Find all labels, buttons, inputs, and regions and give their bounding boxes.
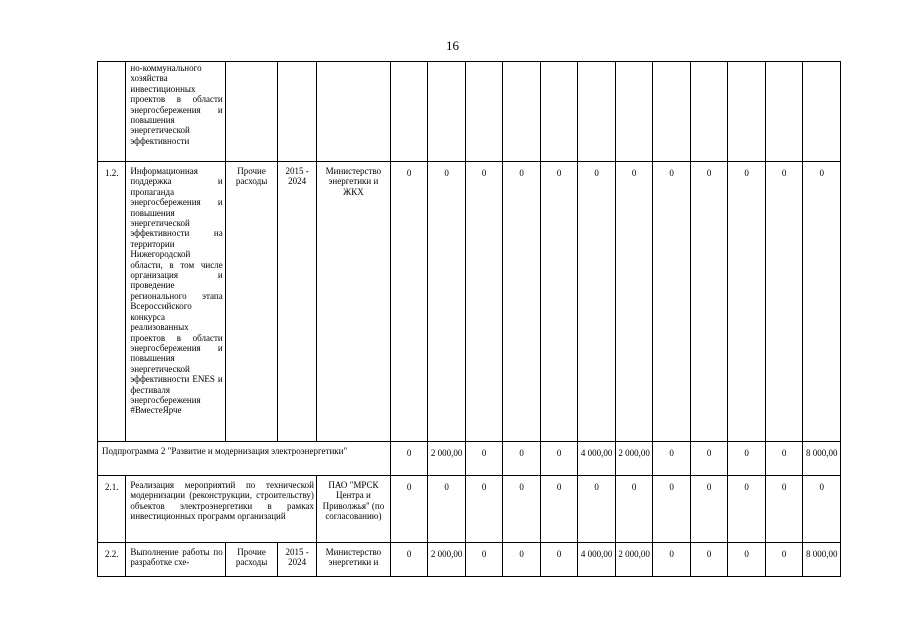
value-cell: 0	[690, 442, 728, 476]
value-cell: 0	[615, 162, 653, 442]
value-cell: 0	[465, 476, 503, 543]
value-cell: 0	[803, 476, 841, 543]
value-cell: 8 000,00	[803, 543, 841, 577]
measure-name: Информационная поддержка и пропаганда энергосбережения и повышения энергетической эффективности на территории Нижегородской области, в том числе организация и проведение регионального этапа Всероссийского конкурса реализованных проектов в области энергосбережения и повышения энергетической эффективности ENES и фестиваля энергосбережения #ВместеЯрче	[126, 162, 225, 442]
value-cell: 0	[578, 162, 616, 442]
value-cell	[465, 62, 503, 162]
subprogram-title: Подпрограмма 2 "Развитие и модернизация электроэнергетики"	[98, 442, 391, 476]
executor: Министерство энергетики и	[316, 543, 390, 577]
measure-name: Выполнение работы по разработке схе-	[126, 543, 225, 577]
value-cell: 0	[765, 162, 803, 442]
value-cell: 0	[653, 476, 691, 543]
expense-type: Прочие расходы	[225, 162, 278, 442]
value-cell: 4 000,00	[578, 442, 616, 476]
value-cell: 0	[540, 543, 578, 577]
value-cell	[390, 62, 428, 162]
table-row	[98, 62, 841, 162]
value-cell: 2 000,00	[428, 442, 466, 476]
value-cell: 0	[690, 476, 728, 543]
row-number: 2.2.	[98, 543, 126, 577]
budget-table	[97, 61, 841, 577]
value-cell	[428, 62, 466, 162]
value-cell: 0	[428, 476, 466, 543]
value-cell: 0	[765, 442, 803, 476]
value-cell	[765, 62, 803, 162]
value-cell: 0	[503, 543, 541, 577]
measure-name: Реализация мероприятий по технической модернизации (реконструкции, строительству) объектов электроэнергетики в рамках инвестиционных программ организаций	[126, 476, 317, 543]
value-cell: 0	[803, 162, 841, 442]
period	[278, 62, 317, 162]
value-cell: 2 000,00	[428, 543, 466, 577]
value-cell: 4 000,00	[578, 543, 616, 577]
value-cell	[690, 62, 728, 162]
table-row	[98, 543, 841, 577]
executor: Министерство энергетики и ЖКХ	[316, 162, 390, 442]
value-cell	[615, 62, 653, 162]
executor	[316, 62, 390, 162]
subprogram-row	[98, 442, 841, 476]
value-cell: 0	[690, 162, 728, 442]
value-cell: 0	[728, 162, 766, 442]
value-cell: 0	[428, 162, 466, 442]
value-cell: 0	[390, 442, 428, 476]
value-cell: 0	[540, 476, 578, 543]
value-cell: 0	[465, 442, 503, 476]
period: 2015 - 2024	[278, 543, 317, 577]
measure-name: но-коммунального хозяйства инвестиционных проектов в области энергосбережения и повышения энергетической эффективности	[126, 62, 225, 162]
value-cell: 8 000,00	[803, 442, 841, 476]
value-cell: 0	[390, 543, 428, 577]
expense-type	[225, 62, 278, 162]
expense-type: Прочие расходы	[225, 543, 278, 577]
row-number: 2.1.	[98, 476, 126, 543]
value-cell: 0	[728, 543, 766, 577]
value-cell: 0	[540, 162, 578, 442]
value-cell	[540, 62, 578, 162]
value-cell: 0	[653, 442, 691, 476]
value-cell: 0	[728, 442, 766, 476]
value-cell	[803, 62, 841, 162]
row-number: 1.2.	[98, 162, 126, 442]
table-row	[98, 162, 841, 442]
value-cell: 0	[503, 442, 541, 476]
value-cell: 0	[390, 162, 428, 442]
page-number: 16	[446, 38, 459, 53]
value-cell: 0	[653, 162, 691, 442]
value-cell: 0	[728, 476, 766, 543]
table-row	[98, 476, 841, 543]
value-cell: 0	[503, 476, 541, 543]
value-cell	[653, 62, 691, 162]
row-number	[98, 62, 126, 162]
value-cell	[503, 62, 541, 162]
value-cell: 0	[465, 543, 503, 577]
value-cell: 0	[765, 543, 803, 577]
value-cell: 0	[578, 476, 616, 543]
value-cell: 0	[615, 476, 653, 543]
period: 2015 - 2024	[278, 162, 317, 442]
value-cell: 0	[540, 442, 578, 476]
value-cell: 0	[653, 543, 691, 577]
value-cell	[728, 62, 766, 162]
value-cell: 2 000,00	[615, 543, 653, 577]
executor: ПАО "МРСК Центра и Приволжья" (по согласованию)	[316, 476, 390, 543]
value-cell	[578, 62, 616, 162]
value-cell: 0	[690, 543, 728, 577]
value-cell: 0	[765, 476, 803, 543]
value-cell: 0	[390, 476, 428, 543]
value-cell: 0	[503, 162, 541, 442]
value-cell: 0	[465, 162, 503, 442]
value-cell: 2 000,00	[615, 442, 653, 476]
